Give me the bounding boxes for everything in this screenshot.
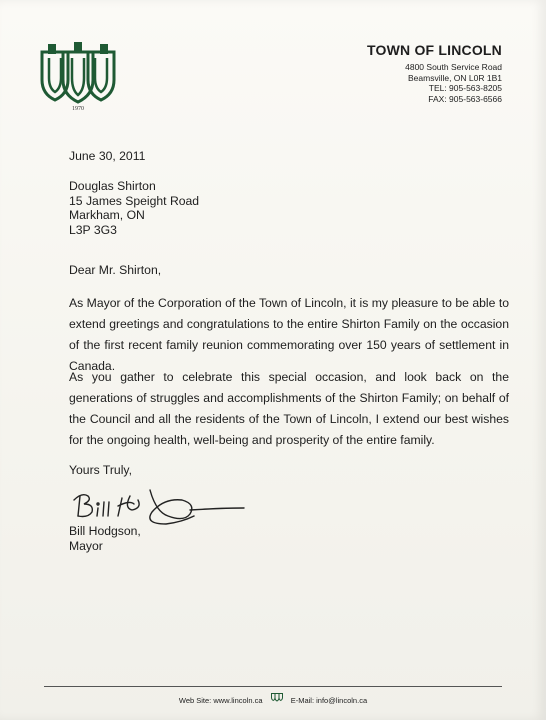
city-address: Beamsville, ON L0R 1B1: [407, 72, 502, 83]
recipient-address: [69, 179, 509, 237]
signer-name: Bill Hodgson,: [69, 524, 141, 538]
footer-divider: [44, 686, 502, 687]
established-year: 1970: [72, 106, 84, 112]
recipient-city: Markham, ON: [69, 208, 145, 222]
crest-small-icon: [271, 692, 283, 702]
telephone: TEL: 905-563-8205: [428, 83, 502, 93]
recipient-street: 15 James Speight Road: [69, 193, 200, 208]
recipient-name: Douglas Shirton: [69, 179, 156, 193]
town-crest-logo: [38, 40, 118, 130]
closing: Yours Truly,: [69, 463, 132, 477]
footer-email: E-Mail: info@lincoln.ca: [290, 695, 368, 705]
footer-website: Web Site: www.lincoln.ca: [178, 695, 263, 705]
footer: [0, 692, 546, 705]
letterhead-contact: [367, 42, 502, 104]
signer-title: Mayor: [69, 539, 103, 553]
town-name: TOWN OF LINCOLN: [367, 42, 502, 58]
crest-icon: [38, 40, 118, 110]
street-address: 4800 South Service Road: [405, 62, 502, 72]
letter-date: June 30, 2011: [69, 149, 146, 163]
paragraph-wishes: As you gather to celebrate this special occasion, and look back on the generations of struggles and accomplishments of the Shirton Family; on behalf of the Council and all the residents of the Town of Lincoln, I extend our best wishes for the ongoing health, well-being and prosperity of the entire family.: [69, 370, 509, 447]
handwritten-signature: [72, 478, 252, 528]
salutation: Dear Mr. Shirton,: [69, 263, 162, 277]
signer-block: [69, 524, 509, 554]
fax: FAX: 905-563-6566: [428, 93, 502, 104]
recipient-postal: L3P 3G3: [69, 222, 117, 237]
paragraph-greeting: As Mayor of the Corporation of the Town of Lincoln, it is my pleasure to be able to extend greetings and congratulations to the entire Shirton Family on the occasion of the first recent family reunion commemorating over 150 years of settlement in Canada.: [69, 296, 509, 373]
